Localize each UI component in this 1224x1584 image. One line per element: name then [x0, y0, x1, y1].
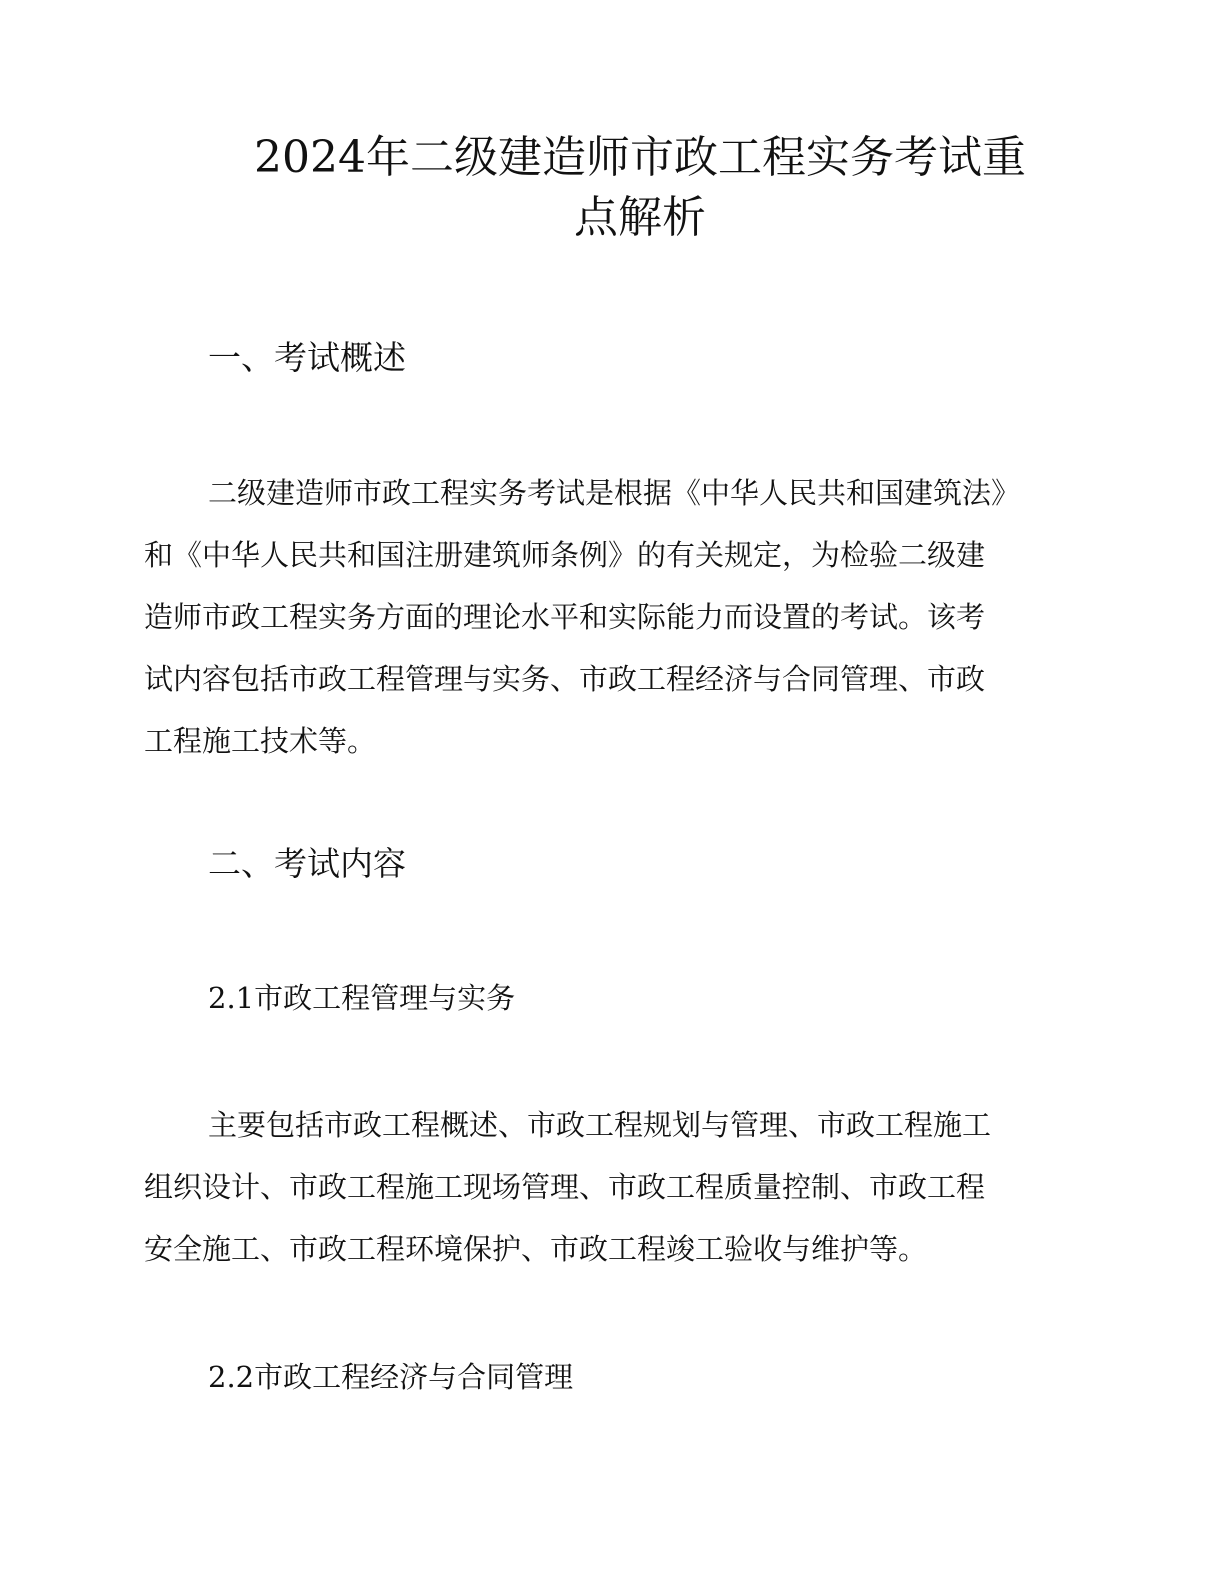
- paragraph-line: 造师市政工程实务方面的理论水平和实际能力而设置的考试。该考: [144, 600, 986, 634]
- subsection-heading-2-2: 2.2市政工程经济与合同管理: [208, 1360, 574, 1394]
- paragraph-line: 试内容包括市政工程管理与实务、市政工程经济与合同管理、市政: [144, 662, 986, 696]
- paragraph-line: 和《中华人民共和国注册建筑师条例》的有关规定，为检验二级建: [144, 538, 986, 572]
- paragraph-line: 安全施工、市政工程环境保护、市政工程竣工验收与维护等。: [144, 1232, 928, 1266]
- section-heading-overview: 一、考试概述: [208, 338, 406, 377]
- paragraph-line: 工程施工技术等。: [144, 724, 377, 758]
- paragraph-line: 二级建造师市政工程实务考试是根据《中华人民共和国建筑法》: [208, 476, 1021, 510]
- subsection-heading-2-1: 2.1市政工程管理与实务: [208, 981, 516, 1015]
- document-title-line-2: 点解析: [574, 192, 706, 243]
- paragraph-line: 主要包括市政工程概述、市政工程规划与管理、市政工程施工: [208, 1108, 992, 1142]
- document-title-line-1: 2024年二级建造师市政工程实务考试重: [254, 132, 1026, 183]
- section-heading-content: 二、考试内容: [208, 844, 406, 883]
- paragraph-line: 组织设计、市政工程施工现场管理、市政工程质量控制、市政工程: [144, 1170, 986, 1204]
